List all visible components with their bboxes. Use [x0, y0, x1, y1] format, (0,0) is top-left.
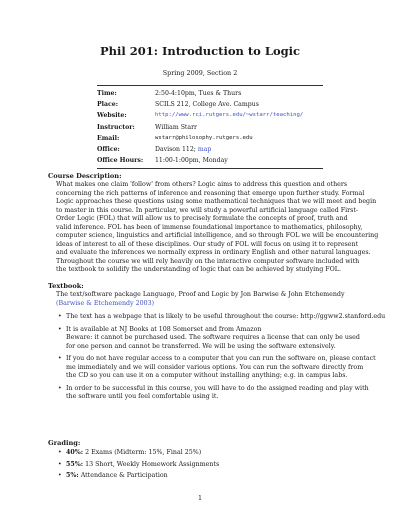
email-value: wstarr@philosophy.rutgers.edu	[155, 134, 253, 141]
course-info-table	[97, 85, 323, 169]
info-label: Website:	[97, 112, 127, 120]
grading-heading: Grading:	[48, 439, 81, 447]
text-line: me immediately and we will consider various options. You can run the software directly from	[66, 363, 364, 371]
text-line: valid inference. FOL has been of immense foundational importance to mathematics, philosophy,	[56, 223, 363, 231]
info-row-instructor	[97, 122, 323, 133]
map-link[interactable]: map	[197, 146, 212, 154]
bullet-icon: •	[58, 384, 62, 392]
textbook-lead	[56, 291, 356, 308]
info-label: Email:	[97, 134, 120, 142]
bullet-icon: •	[58, 472, 62, 480]
grade-text: 2 Exams (Midterm: 15%, Final 25%)	[85, 449, 202, 456]
info-row-email	[97, 133, 323, 144]
text-line: ideas of interest to all of these disciplines. Our study of FOL will focus on using it to represent	[56, 240, 359, 248]
list-item	[56, 461, 356, 470]
text-line: The text has a webpage that is likely to be useful throughout the course: http://ggww2.stanford.edu	[66, 313, 386, 320]
info-label: Place:	[97, 101, 119, 109]
text-line: Logic approaches these questions using some mathematical techniques that we will meet and begin	[56, 198, 377, 206]
list-item	[56, 449, 356, 458]
bullet-icon: •	[58, 355, 62, 363]
text-line: In order to be successful in this course, you will have to do the assigned reading and play with	[66, 384, 369, 392]
office-value-wrap	[155, 144, 323, 155]
bullet-icon: •	[58, 325, 62, 333]
grade-text: Attendance & Participation	[80, 472, 168, 480]
course-title: Phil 201: Introduction to Logic	[99, 44, 301, 58]
info-label: Time:	[97, 90, 117, 98]
course-description-body	[56, 181, 379, 275]
info-value: William Starr	[155, 123, 198, 131]
info-row-time	[97, 88, 323, 99]
bullet-icon: •	[58, 313, 62, 320]
list-item	[56, 384, 369, 402]
bullet-icon: •	[58, 449, 62, 456]
text-line: If you do not have regular access to a computer that you can run the software on, please contact	[66, 355, 376, 363]
citation-link[interactable]: (Barwise & Etchemendy 2003)	[56, 299, 155, 307]
grading-list	[56, 449, 356, 481]
list-item	[56, 313, 386, 322]
course-description-heading: Course Description:	[48, 172, 122, 180]
text-line: the software until you feel comfortable using it.	[66, 393, 219, 401]
info-label: Office:	[97, 146, 120, 154]
list-item	[56, 472, 356, 481]
info-value: Davison 112;	[155, 146, 196, 154]
info-value: SCILS 212, College Ave. Campus	[155, 101, 259, 109]
text-line: Beware: it cannot be purchased used. The software requires a license that can only be used	[66, 334, 360, 342]
list-item	[56, 325, 360, 352]
info-row-website	[97, 110, 323, 121]
grade-text: 13 Short, Weekly Homework Assignments	[85, 460, 220, 468]
text-line: The text/software package Language, Proof and Logic by Jon Barwise & John Etchemendy	[56, 291, 345, 298]
list-item	[56, 355, 376, 381]
info-row-office	[97, 144, 323, 155]
info-value: 2:50-4:10pm, Tues & Thurs	[155, 90, 242, 98]
text-line: to master in this course. In particular, we will study a powerful artificial language called First-	[56, 206, 359, 214]
bullet-icon: •	[58, 460, 62, 468]
info-row-place	[97, 99, 323, 110]
website-link[interactable]: http://www.rci.rutgers.edu/~wstarr/teaching/	[155, 112, 304, 119]
text-line: concerning the rich patterns of inference and reasoning that emerge upon further study. Formal	[56, 189, 365, 197]
text-line: the CD so you can use it on a computer without installing anything; e.g. in campus labs.	[66, 372, 348, 380]
grade-percent: 40%:	[66, 449, 84, 456]
grade-percent: 55%:	[66, 460, 84, 468]
text-line: What makes one claim 'follow' from others? Logic aims to address this question and others	[56, 181, 348, 188]
info-row-office-hours	[97, 155, 323, 166]
textbook-heading: Textbook:	[48, 282, 84, 290]
info-value: 11:00-1:00pm, Monday	[155, 157, 228, 165]
text-line: computer science, linguistics and artificial intelligence, and so through FOL we will be encountering	[56, 232, 379, 240]
grade-percent: 5%:	[66, 472, 79, 480]
text-line: Order Logic (FOL) that will allow us to precisely formulate the concepts of proof, truth and	[56, 215, 348, 223]
text-line: for one person and cannot be transferred. We will be using the software extensively.	[66, 342, 336, 350]
term-subtitle: Spring 2009, Section 2	[162, 69, 238, 77]
info-label: Instructor:	[97, 123, 135, 131]
text-line: It is available at NJ Books at 108 Somerset and from Amazon	[66, 325, 262, 333]
page-number: 1	[197, 494, 203, 502]
text-line: and evaluate the inferences we normally express in ordinary English and other natural languages.	[56, 249, 371, 257]
info-label: Office Hours:	[97, 157, 144, 165]
text-line: the textbook to solidify the understanding of logic that can be achieved by studying FOL.	[56, 266, 341, 274]
textbook-list	[56, 313, 386, 402]
text-line: Throughout the course we will rely heavily on the interactive computer software included with	[56, 257, 360, 265]
